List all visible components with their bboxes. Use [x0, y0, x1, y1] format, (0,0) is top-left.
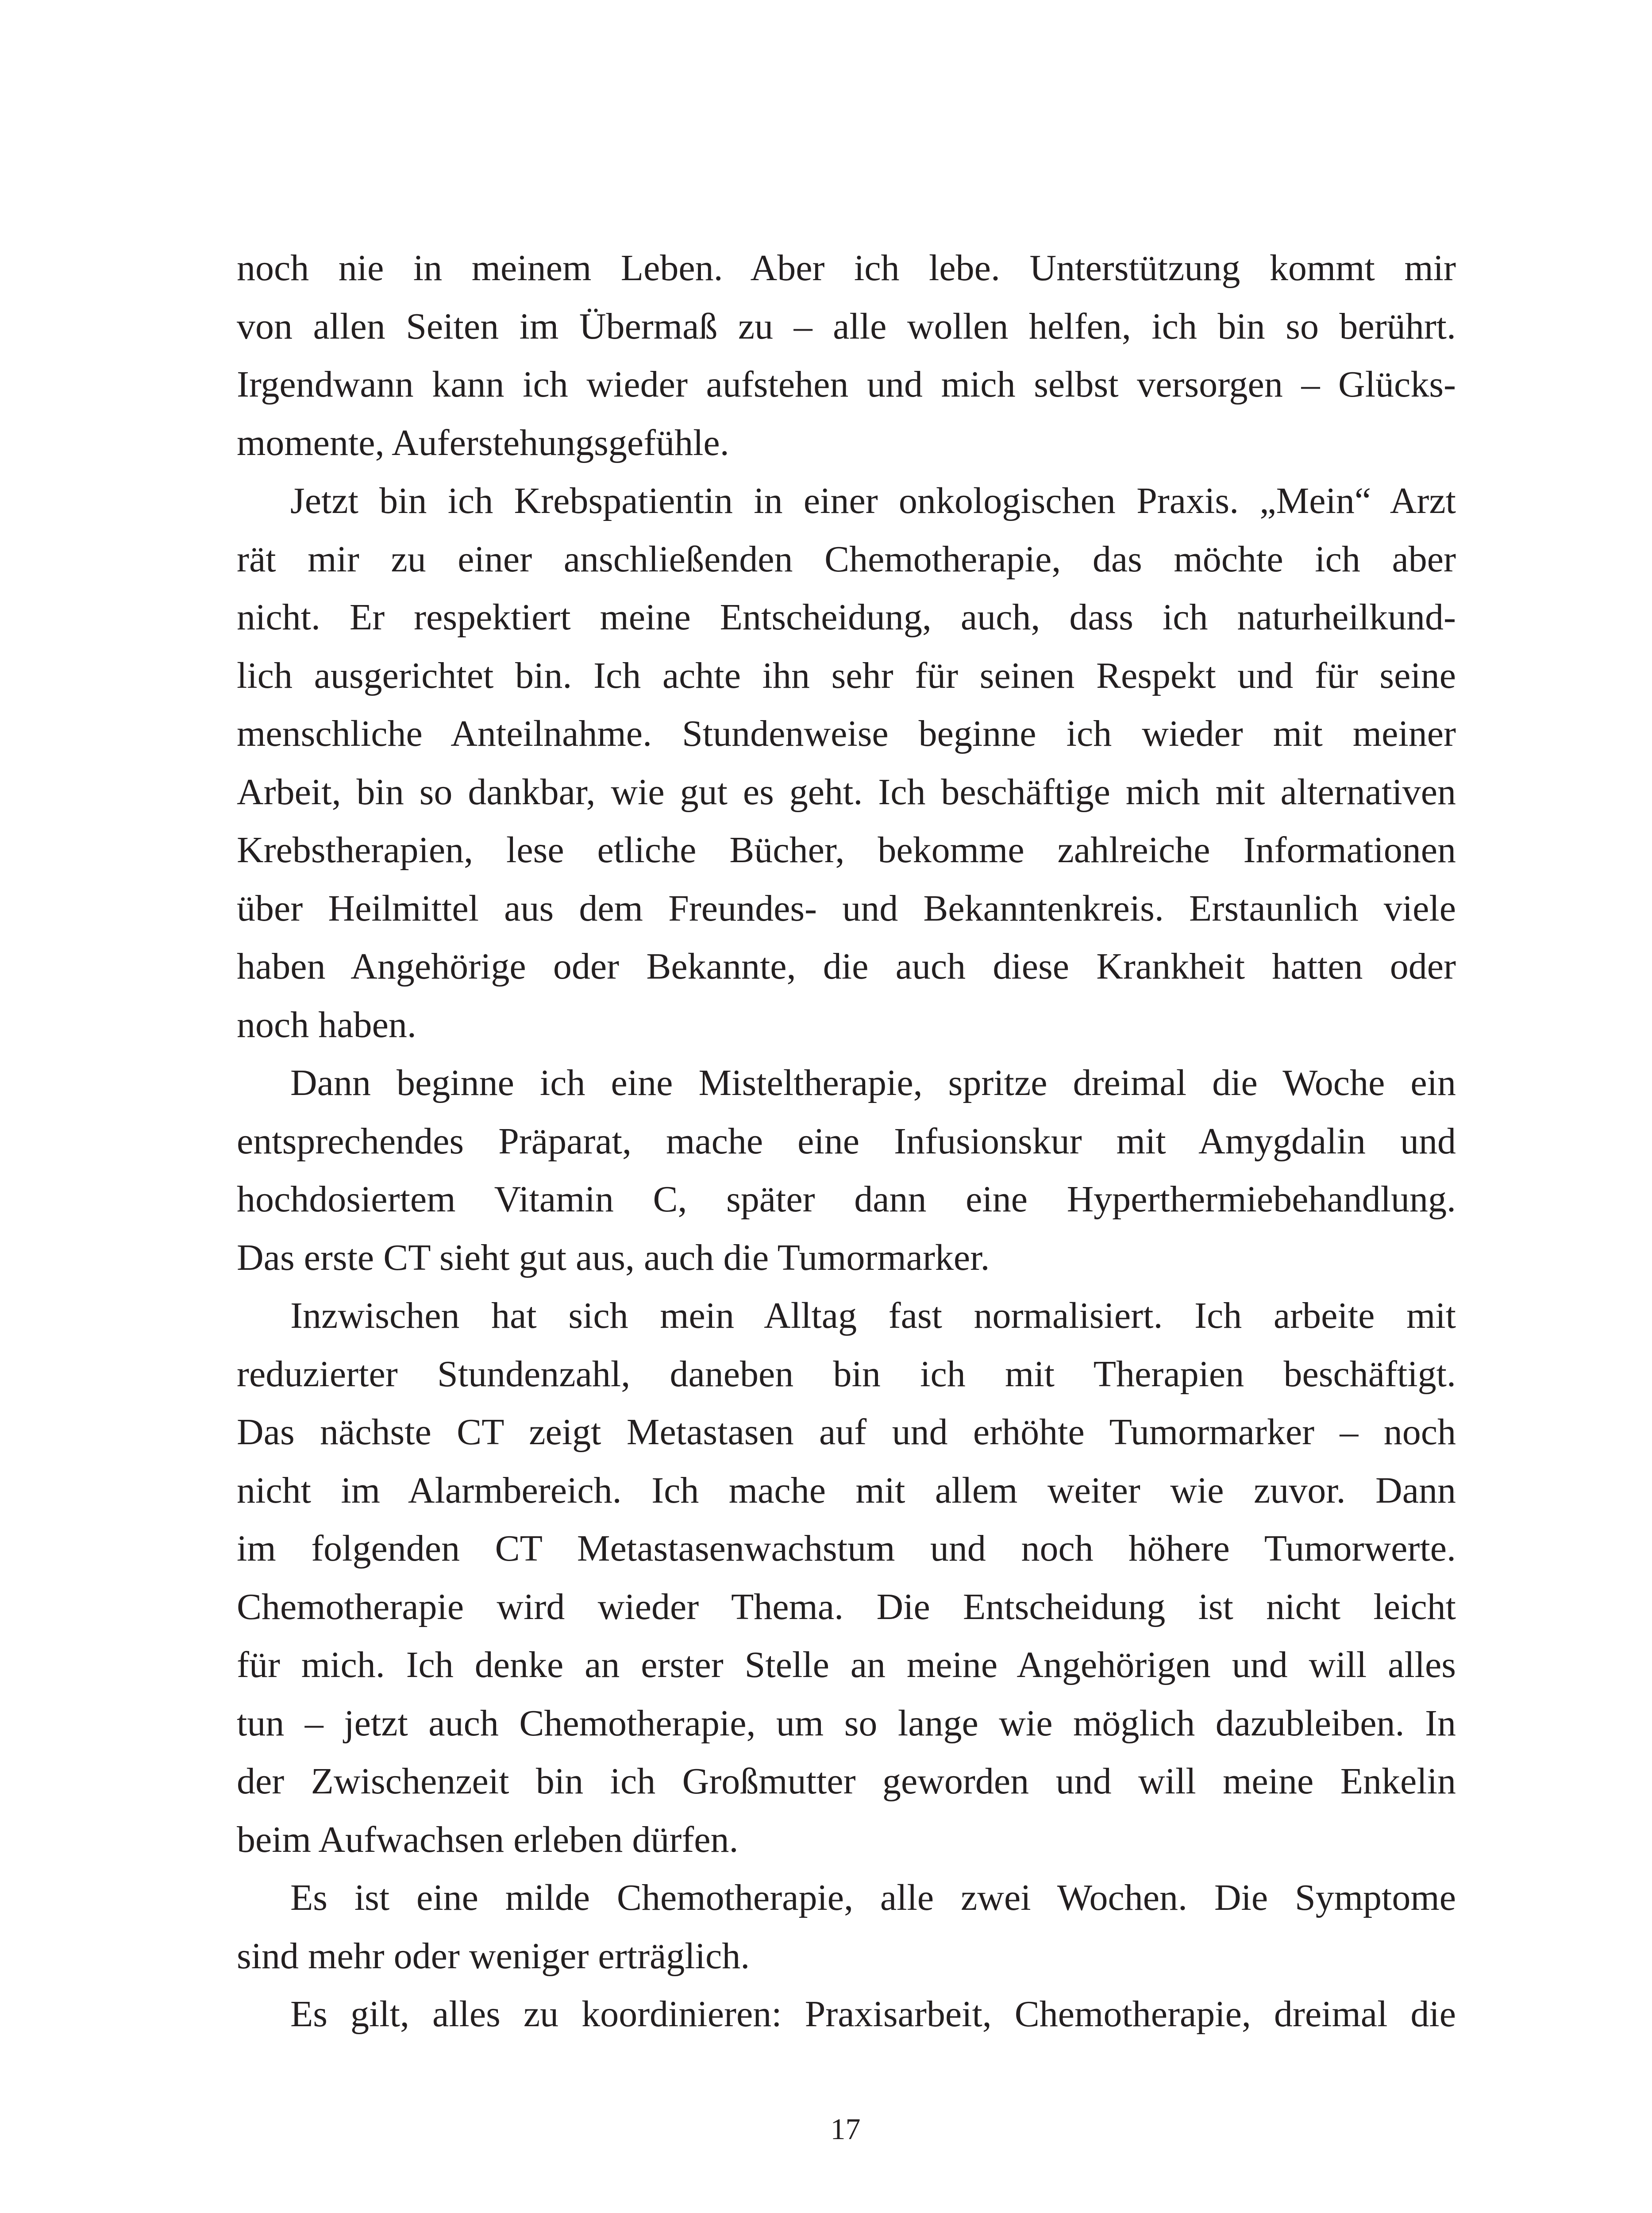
- paragraph: [237, 472, 1456, 1054]
- text-line: noch haben.: [237, 1004, 416, 1045]
- text-line: über Heilmittel aus dem Freundes- und Bekanntenkreis. Erstaunlich viele: [237, 887, 1456, 929]
- text-line: Krebstherapien, lese etliche Bücher, bekomme zahlreiche Informationen: [237, 829, 1456, 871]
- text-line: tun – jetzt auch Chemotherapie, um so lange wie möglich dazubleiben. In: [237, 1702, 1456, 1744]
- text-line: Das erste CT sieht gut aus, auch die Tumormarker.: [237, 1237, 990, 1278]
- text-line: im folgenden CT Metastasenwachstum und noch höhere Tumorwerte.: [237, 1528, 1456, 1569]
- text-line: beim Aufwachsen erleben dürfen.: [237, 1819, 739, 1860]
- text-line: von allen Seiten im Übermaß zu – alle wollen helfen, ich bin so berührt.: [237, 305, 1456, 347]
- text-line: rät mir zu einer anschließenden Chemotherapie, das möchte ich aber: [237, 538, 1456, 580]
- text-line: menschliche Anteilnahme. Stundenweise beginne ich wieder mit meiner: [237, 713, 1456, 754]
- text-line: momente, Auferstehungsgefühle.: [237, 422, 729, 463]
- text-line: Es gilt, alles zu koordinieren: Praxisarbeit, Chemotherapie, dreimal die: [290, 1993, 1456, 2035]
- text-line: Dann beginne ich eine Misteltherapie, spritze dreimal die Woche ein: [290, 1062, 1456, 1103]
- text-line: entsprechendes Präparat, mache eine Infusionskur mit Amygdalin und: [237, 1120, 1456, 1162]
- text-line: Das nächste CT zeigt Metastasen auf und erhöhte Tumormarker – noch: [237, 1411, 1456, 1453]
- text-line: für mich. Ich denke an erster Stelle an meine Angehörigen und will alles: [237, 1644, 1456, 1685]
- paragraph: [237, 239, 1456, 472]
- text-line: nicht im Alarmbereich. Ich mache mit allem weiter wie zuvor. Dann: [237, 1469, 1456, 1511]
- text-line: reduzierter Stundenzahl, daneben bin ich mit Therapien beschäftigt.: [237, 1353, 1456, 1395]
- text-line: der Zwischenzeit bin ich Großmutter geworden und will meine Enkelin: [237, 1761, 1456, 1802]
- paragraph: [237, 1869, 1456, 1985]
- paragraph: [237, 1985, 1456, 2043]
- text-line: Irgendwann kann ich wieder aufstehen und mich selbst versorgen – Glücks-: [237, 364, 1456, 405]
- text-line: hochdosiertem Vitamin C, später dann eine Hyperthermiebehandlung.: [237, 1179, 1456, 1220]
- page-number: 17: [830, 2112, 861, 2146]
- paragraph: [237, 1054, 1456, 1287]
- text-line: lich ausgerichtet bin. Ich achte ihn sehr für seinen Respekt und für seine: [237, 655, 1456, 696]
- text-line: nicht. Er respektiert meine Entscheidung, auch, dass ich naturheilkund-: [237, 597, 1456, 638]
- text-line: haben Angehörige oder Bekannte, die auch diese Krankheit hatten oder: [237, 946, 1456, 987]
- text-line: sind mehr oder weniger erträglich.: [237, 1935, 750, 1977]
- text-line: Jetzt bin ich Krebspatientin in einer onkologischen Praxis. „Mein“ Arzt: [290, 480, 1456, 521]
- paragraph: [237, 1287, 1456, 1869]
- text-line: Inzwischen hat sich mein Alltag fast normalisiert. Ich arbeite mit: [290, 1295, 1456, 1336]
- text-line: noch nie in meinem Leben. Aber ich lebe. Unterstützung kommt mir: [237, 247, 1456, 289]
- text-line: Es ist eine milde Chemotherapie, alle zwei Wochen. Die Symptome: [290, 1877, 1456, 1918]
- body-text: [237, 239, 1456, 2043]
- text-line: Chemotherapie wird wieder Thema. Die Entscheidung ist nicht leicht: [237, 1586, 1456, 1627]
- text-line: Arbeit, bin so dankbar, wie gut es geht. Ich beschäftige mich mit alternativen: [237, 771, 1456, 813]
